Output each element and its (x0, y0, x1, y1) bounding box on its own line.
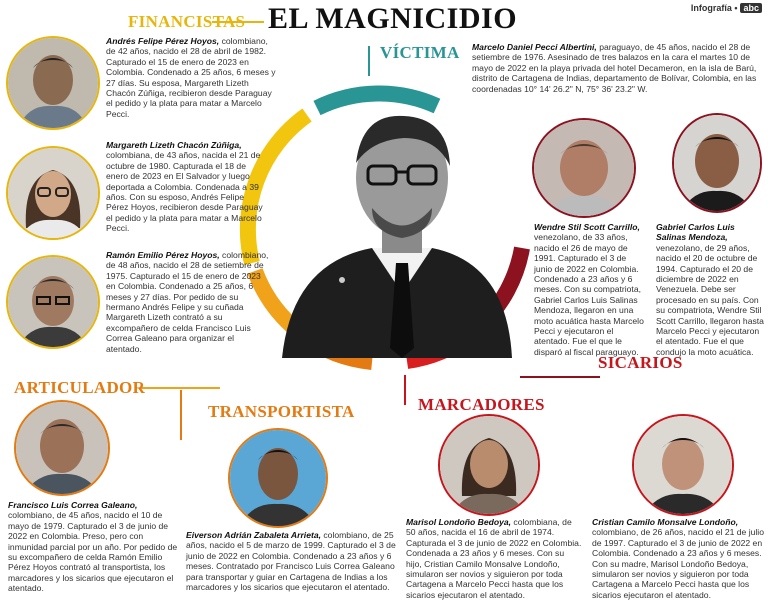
articulador-name: Francisco Luis Correa Galeano, (8, 500, 138, 510)
abc-logo: abc (740, 3, 762, 13)
transportista-name: Eiverson Adrián Zabaleta Arrieta, (186, 530, 321, 540)
section-articulador: ARTICULADOR (14, 378, 146, 397)
section-transportista: TRANSPORTISTA (208, 402, 355, 421)
financista-3-text (106, 250, 271, 354)
photo-ramon (6, 255, 100, 349)
transportista-text (186, 530, 398, 592)
marcador-2-text (592, 517, 766, 600)
photo-marisol (438, 414, 540, 516)
financista-3-name: Ramón Emilio Pérez Hoyos, (106, 250, 220, 260)
sicario-1-text (534, 222, 644, 357)
financista-1-name: Andrés Felipe Pérez Hoyos, (106, 36, 220, 46)
marcador-1-text (406, 517, 582, 600)
photo-francisco (14, 400, 110, 496)
financista-2-desc: colombiana, de 43 años, nacida el 21 de octubre de 1980. Capturada el 18 de enero de 2023 en El Salvador y luego deportada a Colombia. Condenada a 39 años. Con su esposo, Andrés Felipe Pérez Hoyos, recibieron desde Paraguay el pedido y la plata para matar a Marcelo Pecci. (106, 150, 263, 234)
photo-margareth (6, 146, 100, 240)
section-victima: VÍCTIMA (380, 43, 460, 62)
sicario-1-name: Wendre Stil Scott Carrillo, (534, 222, 640, 232)
victima-line (368, 46, 370, 76)
ring-segment-teal (317, 93, 437, 108)
marcadores-line (404, 375, 406, 405)
marcador-1-desc: colombiana, de 50 años, nacida el 16 de abril de 1974. Capturada el 3 de junio de 2022 en Colombia. Condenada a 23 años y 6 meses. Con su hijo, Cristian Camilo Monsalve Londoño, simularon ser novios y siguieron por toda Cartagena a Marcelo Pecci hasta que los sicarios ejecutaron el atentado. (406, 517, 582, 600)
victim-portrait (282, 116, 512, 358)
victim-desc: paraguayo, de 45 años, nacido el 28 de setiembre de 1976. Asesinado de tres balazos en la cara el martes 10 de mayo de 2022 en la playa privada del hotel Decameron, en la isla de Barú, distrito de Cartagena de Indias, departamento de Bolívar, Colombia, en las coordenadas 10° 14' 26.2" N, 75° 36' 23.2" W. (472, 42, 757, 94)
marcador-2-desc: colombiano, de 26 años, nacido el 21 de julio de 1997. Capturado el 3 de junio de 2022 en Colombia. Condenado a 23 años y 6 meses. Con su madre, Marisol Londoño Bedoya, simularon ser novios y siguieron por toda Cartagena a Marcelo Pecci hasta que los sicarios ejecutaron el atentado. (592, 527, 764, 600)
articulador-desc: colombiano, de 45 años, nacido el 10 de mayo de 1979. Capturado el 3 de junio de 2022 en Colombia. Preso, pero con inmunidad parcial por un año. Por pedido de su excompañero de celda Ramón Emilio Pérez Hoyos contrató al transportista, los marcadores y los sicarios que ejecutaron el atentado. (8, 510, 178, 594)
sicario-2-desc: venezolano, de 29 años, nacido el 20 de octubre de 1994. Capturado el 20 de diciembre de 2022 en Venezuela. Debe ser procesado en su país. Con su compatriota, Wendre Stil Scott Carrillo, llegaron hasta Marcelo Pecci y ejecutaron el atentado. Fue el que condujo la moto acuática. (656, 242, 764, 357)
financista-2-name: Margareth Lizeth Chacón Zúñiga, (106, 140, 242, 150)
brand-label: Infografía • (690, 3, 738, 13)
photo-cristian (632, 414, 734, 516)
financista-1-text (106, 36, 276, 119)
photo-gabriel (672, 113, 762, 213)
transportista-line (180, 390, 182, 440)
marcador-2-name: Cristian Camilo Monsalve Londoño, (592, 517, 739, 527)
photo-wendre (532, 118, 636, 218)
sicario-1-desc: venezolano, de 33 años, nacido el 26 de mayo de 1991. Capturado el 3 de junio de 2022 en Colombia. Condenado a 23 años y 6 meses. Con su compatriota, Gabriel Carlos Luis Salinas Mendoza, llegaron en una moto acuática hasta Marcelo Pecci y ejecutaron el atentado. Fue el que le disparó al fiscal paraguayo. (534, 232, 644, 357)
photo-eiverson (228, 428, 328, 528)
victim-name: Marcelo Daniel Pecci Albertini, (472, 42, 597, 52)
financista-3-desc: colombiano, de 48 años, nacido el 28 de setiembre de 1975. Capturado el 15 de enero de 2023 en Colombia. Condenado a 25 años, 6 meses y 27 días. Por pedido de su hermano Andrés Felipe y su cuñada Margareth Lizeth contrató a su excompañero de celda Francisco Luis Correa Galeano para organizar el atentado. (106, 250, 269, 354)
articulador-line (140, 387, 220, 389)
photo-andres (6, 36, 100, 130)
marcador-1-name: Marisol Londoño Bedoya, (406, 517, 512, 527)
financista-1-desc: colombiano, de 42 años, nacido el 28 de abril de 1982. Capturado el 15 de enero de 2023 en Colombia. Condenado a 25 años, 6 meses y 27 días. Su esposa, Margareth Lizeth Chacón Zúñiga, recibieron desde Paraguay el pedido y la plata para matar a Marcelo Pecci. (106, 36, 276, 119)
transportista-desc: colombiano, de 25 años, nacido el 5 de marzo de 1999. Capturado el 3 de junio de 2022 en Colombia. Condenado a 23 años y 6 meses. Contratado por Francisco Luis Correa Galeano para transportar y guiar en Cartagena de Indias a los marcadores y los sicarios que ejecutaron el atentado. (186, 530, 396, 593)
sicarios-line (520, 376, 600, 378)
page-title: EL MAGNICIDIO (268, 2, 518, 35)
section-financistas: FINANCISTAS (128, 12, 246, 31)
section-sicarios: SICARIOS (598, 353, 683, 372)
sicario-2-name: Gabriel Carlos Luis Salinas Mendoza, (656, 222, 735, 243)
sicario-2-text (656, 222, 764, 357)
financista-2-text (106, 140, 266, 234)
brand (691, 3, 762, 13)
articulador-text (8, 500, 184, 594)
section-marcadores: MARCADORES (418, 395, 545, 414)
victim-text (472, 42, 762, 94)
